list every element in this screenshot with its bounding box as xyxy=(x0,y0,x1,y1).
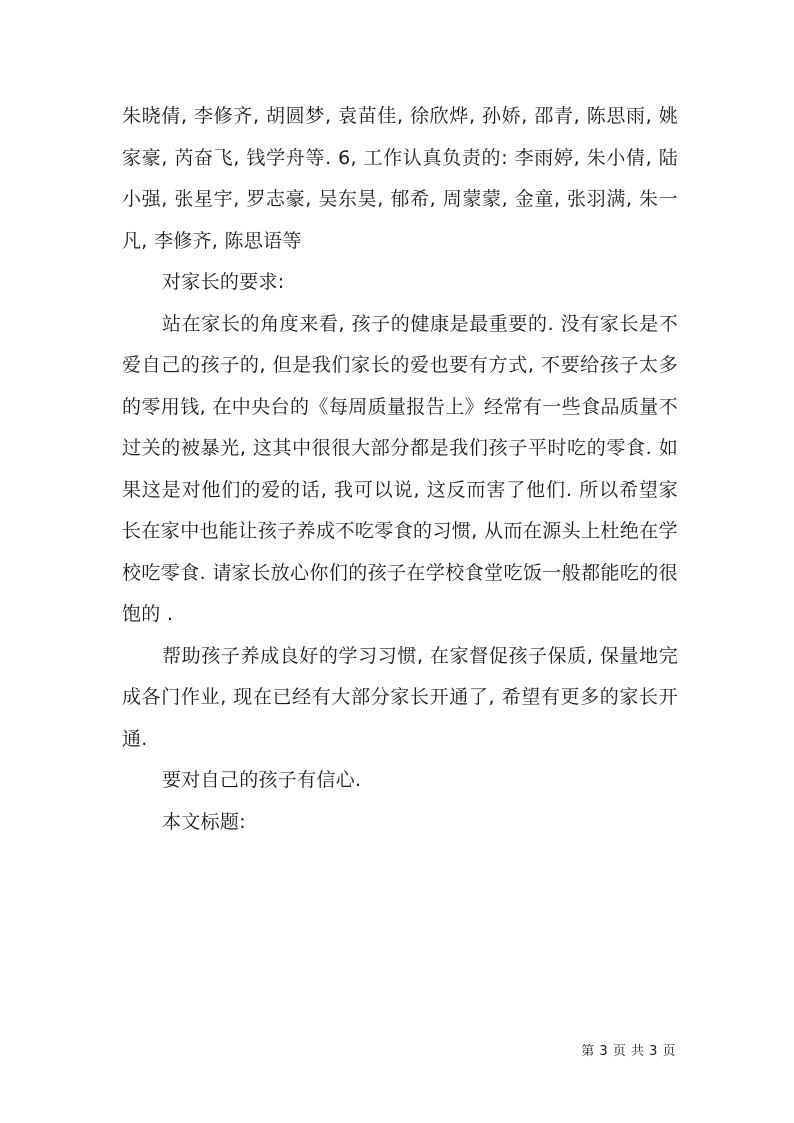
page-number-footer: 第 3 页 共 3 页 xyxy=(581,1044,676,1059)
paragraph-child-health: 站在家长的角度来看, 孩子的健康是最重要的. 没有家长是不爱自己的孩子的, 但是我们家长的爱也要有方式, 不要给孩子太多的零用钱, 在中央台的《每周质量报告上》经常有一些食品质量不过关的被暴光, 这其中很很大部分都是我们孩子平时吃的零食. 如果这是对他们的爱的话, 我可以说, 这反而害了他们. 所以希望家长在家中也能让孩子养成不吃零食的习惯, 从而在源头上杜绝在学校吃零食. 请家长放心你们的孩子在学校食堂吃饭一般都能吃的很饱的 . xyxy=(122,312,678,625)
paragraph-study-habits: 帮助孩子养成良好的学习习惯, 在家督促孩子保质, 保量地完成各门作业, 现在已经有大部分家长开通了, 希望有更多的家长开通. xyxy=(122,644,678,750)
paragraph-parent-requirements-heading: 对家长的要求: xyxy=(162,271,285,293)
paragraph-name-list: 朱晓倩, 李修齐, 胡圆梦, 袁苗佳, 徐欣烨, 孙娇, 邵青, 陈思雨, 姚家豪, 芮奋飞, 钱学舟等. 6, 工作认真负责的: 李雨婷, 朱小倩, 陆小强, 张星宇, 罗志豪, 吴东昊, 郁希, 周蒙蒙, 金童, 张羽满, 朱一凡, 李修齐, 陈思语等 xyxy=(122,105,678,252)
paragraph-confidence: 要对自己的孩子有信心. xyxy=(162,769,362,791)
document-body xyxy=(122,96,678,843)
paragraph-article-title-label: 本文标题: xyxy=(162,810,246,833)
